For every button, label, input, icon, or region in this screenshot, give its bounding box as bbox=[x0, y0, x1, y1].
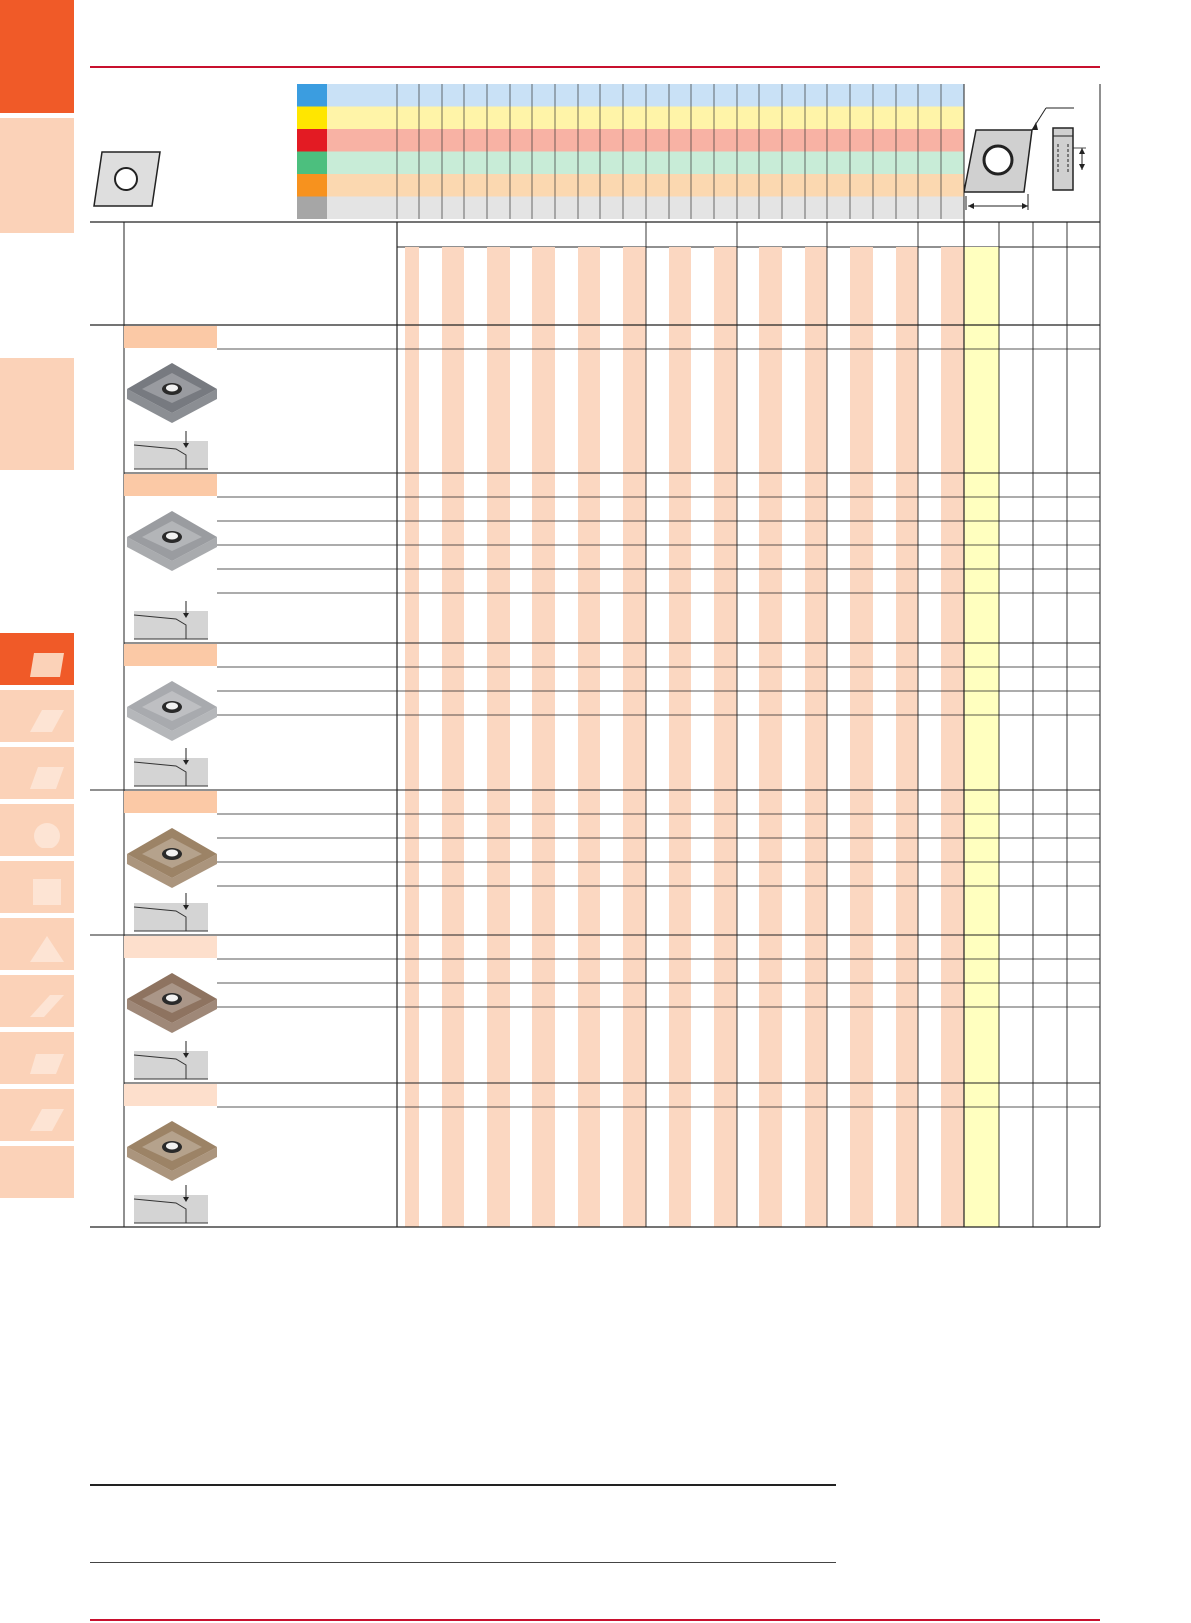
grade-stripe bbox=[669, 247, 691, 1227]
grade-stripe bbox=[623, 247, 646, 1227]
section-label-bg bbox=[124, 474, 217, 496]
grade-stripe bbox=[532, 247, 555, 1227]
insert-hole-inner bbox=[166, 385, 178, 392]
insert-hole-inner bbox=[166, 1143, 178, 1150]
iso-row-band bbox=[327, 107, 964, 130]
iso-row-band bbox=[327, 84, 964, 107]
insert-photo-icon bbox=[127, 363, 217, 423]
grade-stripe bbox=[759, 247, 782, 1227]
section-label-bg bbox=[124, 791, 217, 813]
grade-stripe bbox=[405, 247, 419, 1227]
insert-photo-icon bbox=[127, 511, 217, 571]
insert-photo-icon bbox=[127, 973, 217, 1033]
grade-stripe bbox=[578, 247, 600, 1227]
section-label-bg bbox=[124, 326, 217, 348]
iso-row-band bbox=[327, 197, 964, 220]
dimension-highlight-column bbox=[964, 247, 999, 1227]
iso-color-marker bbox=[297, 107, 327, 130]
iso-row-band bbox=[327, 174, 964, 197]
iso-color-marker bbox=[297, 152, 327, 175]
iso-row-band bbox=[327, 152, 964, 175]
iso-color-marker bbox=[297, 129, 327, 152]
iso-color-marker bbox=[297, 197, 327, 220]
chipbreaker-profile bbox=[134, 441, 208, 469]
chipbreaker-profile bbox=[134, 1195, 208, 1223]
insert-hole-inner bbox=[166, 703, 178, 710]
iso-color-marker bbox=[297, 84, 327, 107]
grade-stripe bbox=[442, 247, 464, 1227]
insert-photo-icon bbox=[127, 828, 217, 888]
iso-row-band bbox=[327, 129, 964, 152]
insert-hole-inner bbox=[166, 533, 178, 540]
grade-stripe bbox=[714, 247, 737, 1227]
chipbreaker-profile bbox=[134, 758, 208, 786]
section-label-bg bbox=[124, 1084, 217, 1106]
section-label-bg bbox=[124, 644, 217, 666]
section-label-bg bbox=[124, 936, 217, 958]
chipbreaker-profile bbox=[134, 611, 208, 639]
chipbreaker-profile bbox=[134, 1051, 208, 1079]
grade-stripe bbox=[850, 247, 873, 1227]
insert-hole-inner bbox=[166, 850, 178, 857]
insert-photo-icon bbox=[127, 681, 217, 741]
footnote-rule-bottom bbox=[90, 1562, 836, 1563]
grade-stripe bbox=[805, 247, 827, 1227]
grade-stripe bbox=[487, 247, 510, 1227]
grade-stripe bbox=[941, 247, 964, 1227]
insert-photo-icon bbox=[127, 1121, 217, 1181]
grade-stripe bbox=[896, 247, 918, 1227]
chipbreaker-profile bbox=[134, 903, 208, 931]
footnote-rule-top bbox=[90, 1484, 836, 1486]
iso-color-marker bbox=[297, 174, 327, 197]
insert-hole-inner bbox=[166, 995, 178, 1002]
